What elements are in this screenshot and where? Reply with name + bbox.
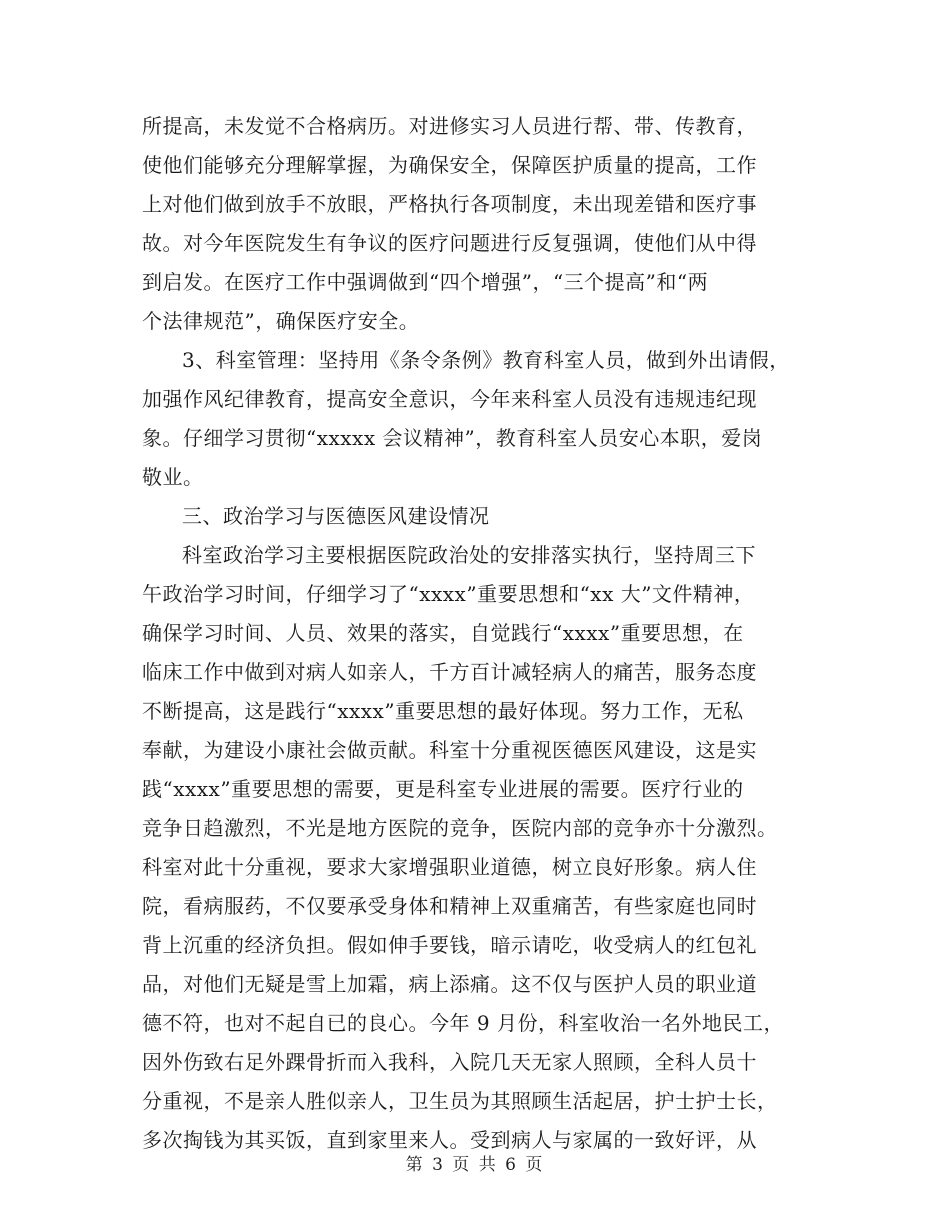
paragraph-start-line: 3、科室管理：坚持用《条令条例》教育科室人员，做到外出请假， xyxy=(182,348,790,372)
text-line: 使他们能够充分理解掌握，为确保安全，保障医护质量的提高，工作 xyxy=(142,153,757,177)
text-line: 践“xxxx”重要思想的需要，更是科室专业进展的需要。医疗行业的 xyxy=(142,777,744,801)
text-line: 背上沉重的经济负担。假如伸手要钱，暗示请吃，收受病人的红包礼 xyxy=(142,933,757,957)
text-line: 分重视，不是亲人胜似亲人，卫生员为其照顾生活起居，护士护士长， xyxy=(142,1089,778,1113)
paragraph-start-line: 科室政治学习主要根据医院政治处的安排落实执行，坚持周三下 xyxy=(182,543,756,567)
text-line: 个法律规范”，确保医疗安全。 xyxy=(142,309,420,333)
text-line: 象。仔细学习贯彻“xxxxx 会议精神”，教育科室人员安心本职，爱岗 xyxy=(142,426,763,450)
text-line: 奉献，为建设小康社会做贡献。科室十分重视医德医风建设，这是实 xyxy=(142,738,757,762)
text-line: 故。对今年医院发生有争议的医疗问题进行反复强调，使他们从中得 xyxy=(142,231,757,255)
text-line: 上对他们做到放手不放眼，严格执行各项制度，未出现差错和医疗事 xyxy=(142,192,757,216)
text-line: 到启发。在医疗工作中强调做到“四个增强”，“三个提高”和“两 xyxy=(142,270,709,294)
text-line: 确保学习时间、人员、效果的落实，自觉践行“xxxx”重要思想，在 xyxy=(142,621,744,645)
text-line: 多次掏钱为其买饭，直到家里来人。受到病人与家属的一致好评，从 xyxy=(142,1128,757,1152)
text-line: 品，对他们无疑是雪上加霜，病上添痛。这不仅与医护人员的职业道 xyxy=(142,972,757,996)
text-line: 竞争日趋激烈，不光是地方医院的竞争，医院内部的竞争亦十分激烈。 xyxy=(142,816,778,840)
text-line: 科室对此十分重视，要求大家增强职业道德，树立良好形象。病人住 xyxy=(142,855,757,879)
page-number-footer: 第 3 页 共 6 页 xyxy=(405,1155,545,1175)
text-line: 加强作风纪律教育，提高安全意识，今年来科室人员没有违规违纪现 xyxy=(142,387,757,411)
text-line: 临床工作中做到对病人如亲人，千方百计减轻病人的痛苦，服务态度 xyxy=(142,660,757,684)
text-line: 午政治学习时间，仔细学习了“xxxx”重要思想和“xx 大”文件精神， xyxy=(142,582,755,606)
text-line: 院，看病服药，不仅要承受身体和精神上双重痛苦，有些家庭也同时 xyxy=(142,894,757,918)
text-line: 德不符，也对不起自已的良心。今年 9 月份，科室收治一名外地民工， xyxy=(142,1011,784,1035)
text-line: 敬业。 xyxy=(142,465,204,489)
text-line: 不断提高，这是践行“xxxx”重要思想的最好体现。努力工作，无私 xyxy=(142,699,744,723)
text-line: 所提高，未发觉不合格病历。对进修实习人员进行帮、带、传教育， xyxy=(142,114,757,138)
section-heading: 三、政治学习与医德医风建设情况 xyxy=(182,504,490,528)
text-line: 因外伤致右足外踝骨折而入我科，入院几天无家人照顾，全科人员十 xyxy=(142,1050,757,1074)
